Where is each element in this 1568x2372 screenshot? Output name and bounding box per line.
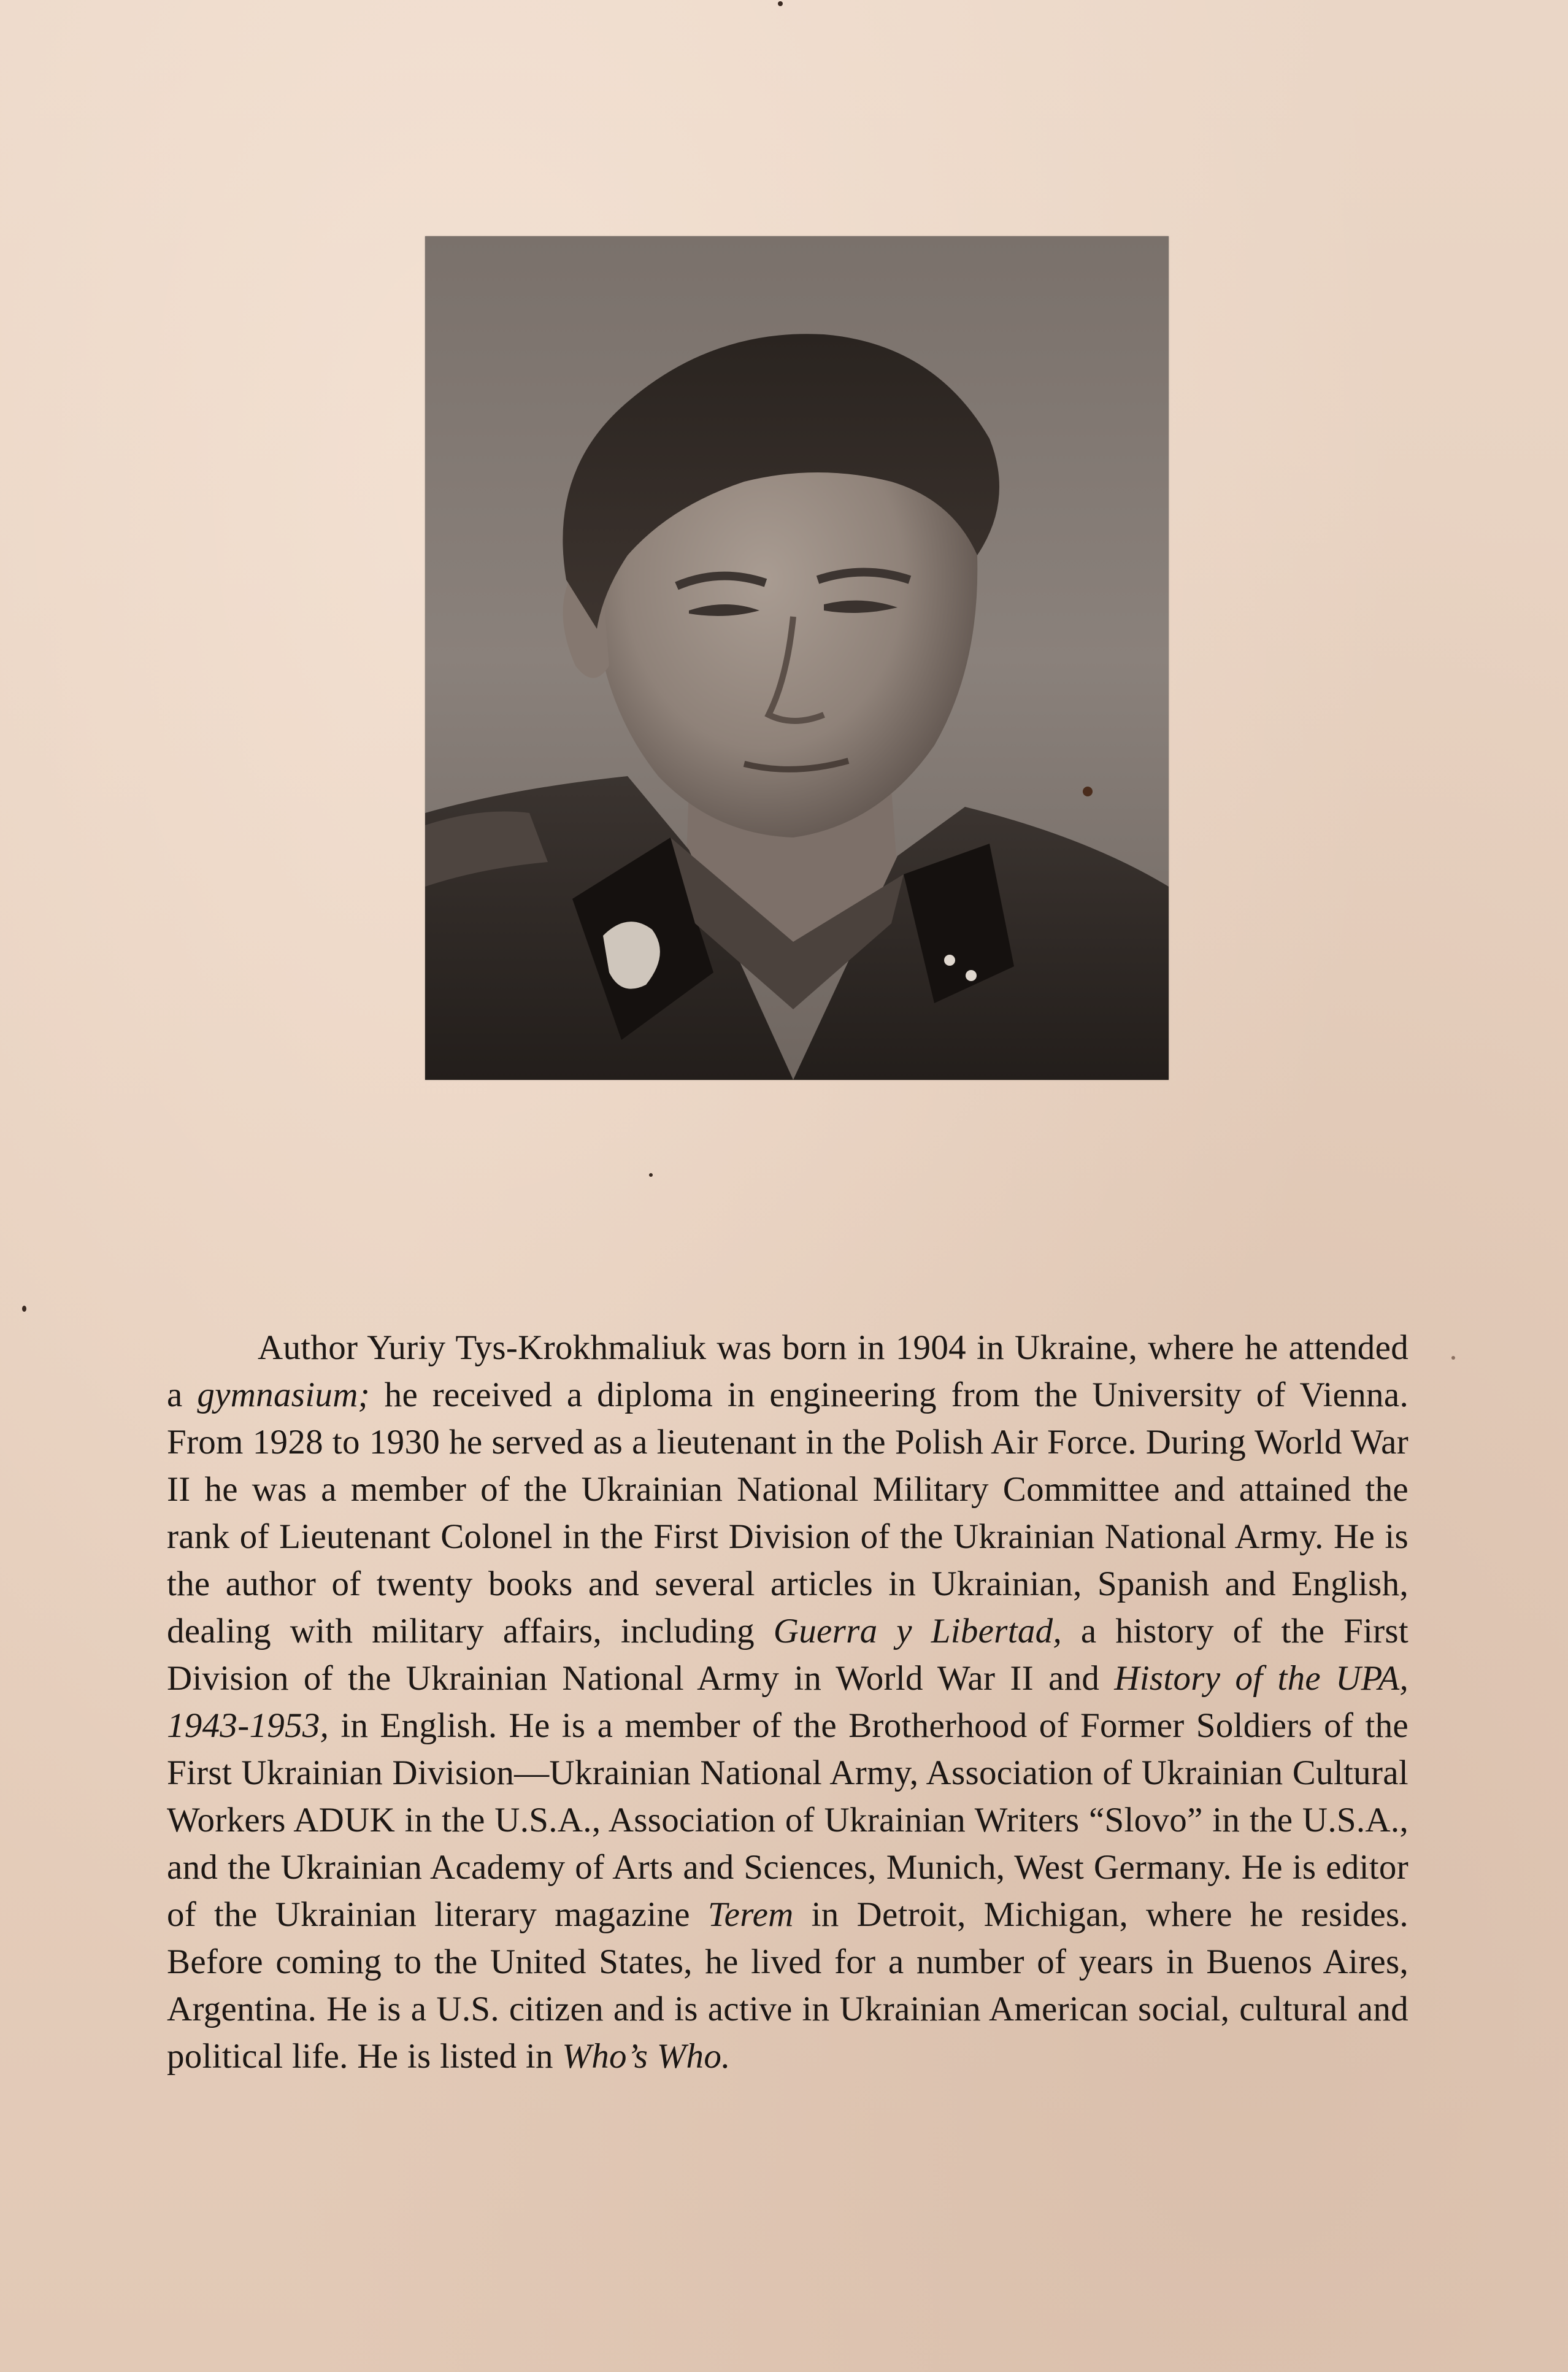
author-portrait-photo — [425, 236, 1169, 1080]
bio-text: a history of the First Division of the Ukrainian National Army in World War II and — [167, 1612, 1409, 1698]
paper-speck — [22, 1306, 26, 1312]
paper-speck — [1451, 1356, 1455, 1360]
paper-speck — [649, 1173, 653, 1177]
bio-book-title: History of the UPA, 1943-1953, — [167, 1659, 1409, 1745]
bio-magazine-title: Terem — [707, 1895, 794, 1934]
bio-reference-title: Who’s Who. — [562, 2037, 731, 2076]
author-biography — [167, 1324, 1409, 2080]
bio-book-title: Guerra y Libertad, — [773, 1612, 1062, 1650]
bio-text: in Detroit, Michigan, where he resides. Before coming to the United States, he lived for a number of years in Buenos Aires, Argentina. He is a U.S. citizen and is active in Ukrainian American social, cultural and political life. He is listed in — [167, 1895, 1409, 2076]
bio-text: Author Yuriy Tys-Krokhmaliuk was born in 1904 in Ukraine, where he attended a — [167, 1328, 1409, 1414]
bio-italic-term: gymnasium; — [197, 1376, 370, 1414]
bio-text: he received a diploma in engineering from the University of Vienna. From 1928 to 1930 he served as a lieutenant in the Polish Air Force. During World War II he was a member of the Ukrainian National Military Committee and attained the rank of Lieutenant Colonel in the First Division of the Ukrainian National Army. He is the author of twenty books and several articles in Ukrainian, Spanish and English, dealing with military affairs, including — [167, 1376, 1409, 1650]
paper-speck — [778, 1, 783, 6]
bio-text: in English. He is a member of the Brotherhood of Former Soldiers of the First Ukrainian Division—Ukrainian National Army, Association of Ukrainian Cultural Workers ADUK in the U.S.A., Association of Ukrainian Writers “Slovo” in the U.S.A., and the Ukrainian Academy of Arts and Sciences, Munich, West Germany. He is editor of the Ukrainian literary magazine — [167, 1706, 1409, 1934]
author-portrait-image — [425, 236, 1169, 1080]
